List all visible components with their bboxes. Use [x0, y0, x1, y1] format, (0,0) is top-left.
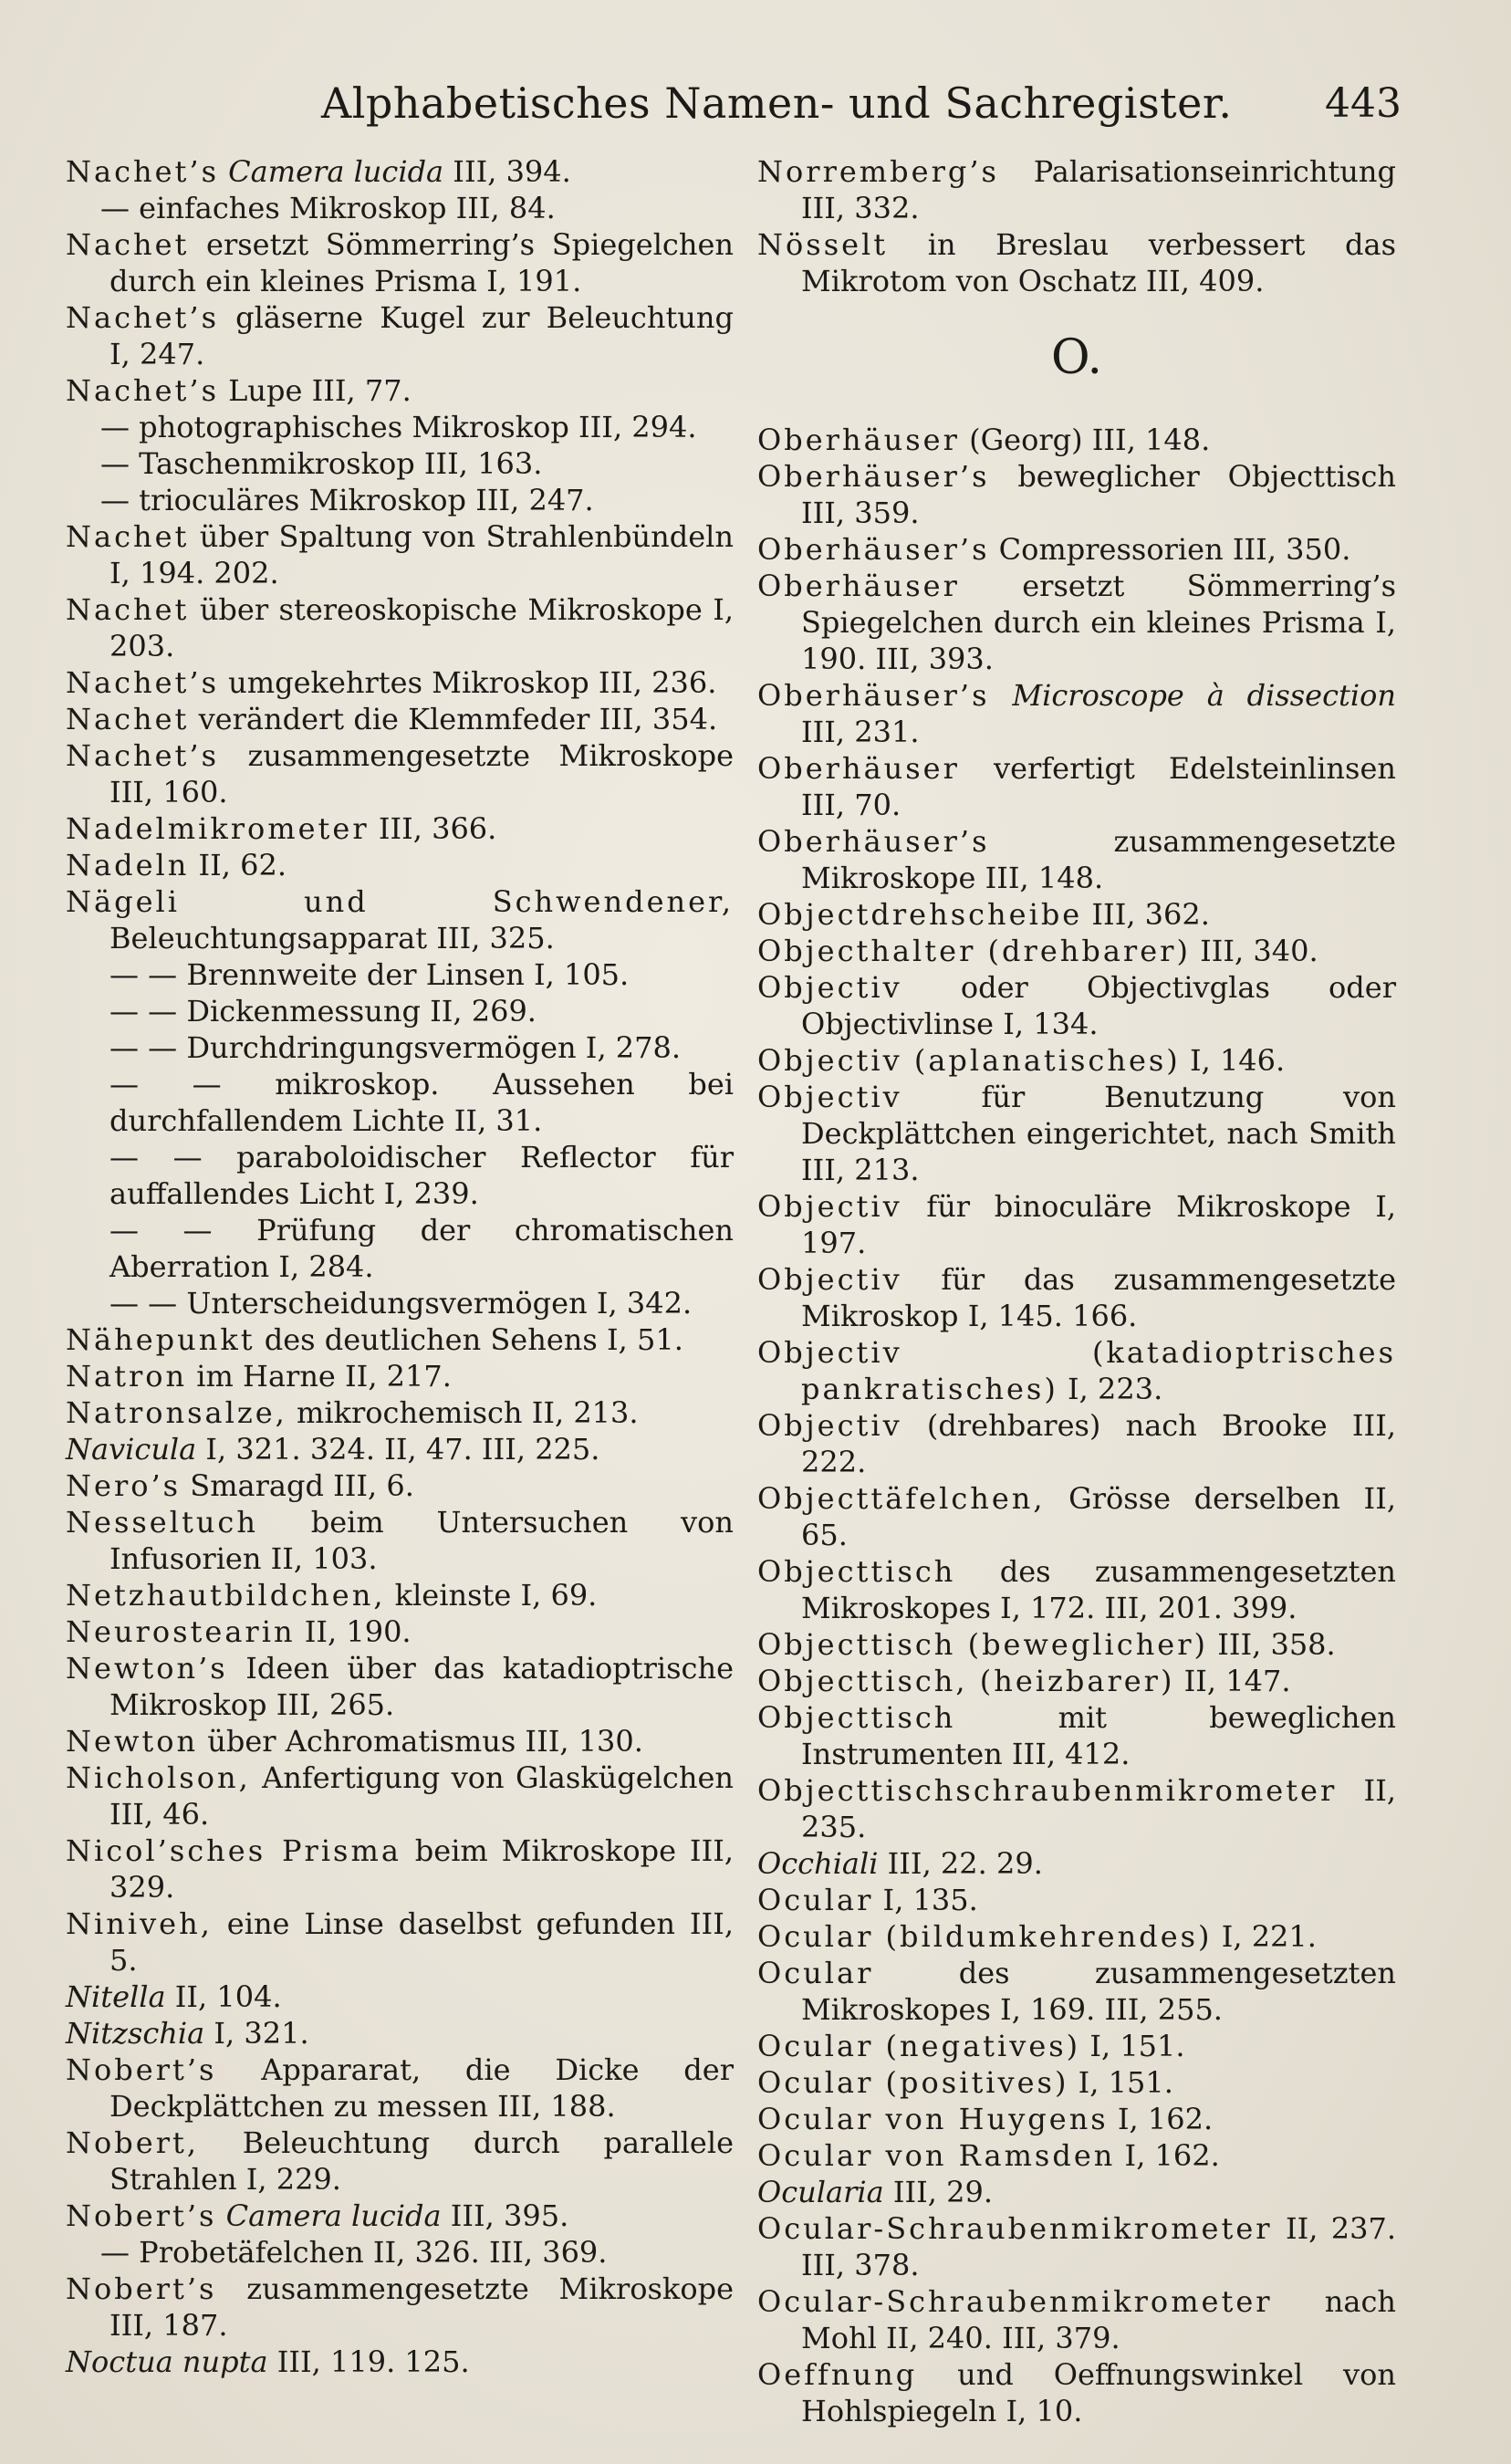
- index-entry: [66, 1394, 734, 1431]
- entry-heading: Niniveh,: [66, 1906, 213, 1941]
- entry-text: — — Unterscheidungsvermögen I, 342.: [109, 1286, 693, 1321]
- entry-heading: Objectiv: [757, 1262, 902, 1297]
- entry-heading: Objecttischschraubenmikrometer: [757, 1773, 1338, 1808]
- index-entry: [66, 1905, 734, 1979]
- entry-heading: Oberhäuser’s: [757, 678, 990, 713]
- entry-text: mikrochemisch II, 213.: [296, 1395, 639, 1430]
- index-entry: [66, 372, 734, 409]
- entry-italic-term: Nitzschia: [66, 2016, 205, 2051]
- index-entry: [66, 1029, 734, 1066]
- entry-heading: Objecttisch: [757, 1554, 956, 1589]
- index-entry: [757, 1553, 1396, 1626]
- entry-heading: Netzhautbildchen,: [66, 1578, 386, 1613]
- index-entry: [757, 1042, 1396, 1079]
- index-entry: [757, 1663, 1396, 1699]
- entry-heading: Ocular von Ramsden: [757, 2138, 1116, 2173]
- index-entry: [757, 823, 1396, 896]
- index-entry: [66, 956, 734, 993]
- index-entry: [66, 2125, 734, 2198]
- entry-text: des zusammengesetzten Mikroskopes I, 169. III, 255.: [801, 1956, 1397, 2027]
- entry-text: mit beweglichen Instrumenten III, 412.: [801, 1700, 1396, 1771]
- entry-text: im Harne II, 217.: [196, 1359, 452, 1394]
- index-entry: [66, 518, 734, 591]
- entry-heading: Nachet: [66, 519, 190, 554]
- entry-heading: Oeffnung: [757, 2357, 918, 2392]
- entry-text: — Taschenmikroskop III, 163.: [100, 446, 543, 481]
- index-entry: [66, 2052, 734, 2125]
- index-entry: [757, 1626, 1396, 1663]
- entry-heading: Objectiv: [757, 1408, 902, 1443]
- entry-text: II, 190.: [304, 1614, 412, 1649]
- index-entry: [757, 458, 1396, 531]
- entry-text: nach Mohl II, 240. III, 379.: [801, 2284, 1396, 2355]
- page-number: 443: [1325, 80, 1402, 127]
- entry-text: zusammengesetzte Mikroskope III, 187.: [109, 2271, 735, 2343]
- entry-text: I, 321. 324. II, 47. III, 225.: [205, 1432, 600, 1467]
- index-entry: [66, 2198, 734, 2234]
- index-entry: [66, 1212, 734, 1285]
- index-entry: [757, 1334, 1396, 1407]
- index-entry: [66, 226, 734, 299]
- entry-italic-term: Microscope à dissection: [1012, 678, 1397, 713]
- index-entry: [66, 1467, 734, 1504]
- entry-heading: Oberhäuser’s: [757, 824, 990, 859]
- entry-text: II, 147.: [1183, 1664, 1291, 1698]
- entry-text: zusammengesetzte Mikroskope III, 148.: [801, 824, 1396, 895]
- entry-text: beim Mikroskope III, 329.: [109, 1833, 735, 1905]
- index-entry: [66, 883, 734, 956]
- entry-heading: Neurostearin: [66, 1614, 296, 1649]
- index-entry: [66, 1979, 734, 2015]
- entry-text: beim Untersuchen von Infusorien II, 103.: [109, 1505, 735, 1576]
- entry-text: oder Objectivglas oder Objectivlinse I, 134.: [801, 970, 1396, 1041]
- entry-text: Palarisationseinrichtung III, 332.: [801, 154, 1396, 225]
- entry-italic-term: Occhiali: [757, 1846, 879, 1881]
- entry-text: verfertigt Edelsteinlinsen III, 70.: [801, 751, 1397, 822]
- entry-text: I, 135.: [882, 1883, 978, 1917]
- entry-heading: Newton: [66, 1724, 199, 1759]
- index-entry: [757, 422, 1396, 458]
- entry-heading: Nachet’s: [66, 665, 219, 700]
- entry-text: III, 22. 29.: [887, 1846, 1043, 1881]
- entry-text: — — Dickenmessung II, 269.: [109, 994, 537, 1028]
- entry-text: und Oeffnungswinkel von Hohlspiegeln I, 10.: [801, 2357, 1397, 2428]
- index-entry: [757, 2283, 1396, 2356]
- entry-text: umgekehrtes Mikroskop III, 236.: [228, 665, 717, 700]
- entry-text: I, 146.: [1189, 1043, 1286, 1078]
- entry-heading: Nägeli und Schwendener,: [66, 884, 734, 919]
- index-entry: [66, 847, 734, 883]
- entry-text: ersetzt Sömmerring’s Spiegelchen durch ein kleines Prisma I, 191.: [109, 227, 734, 298]
- entry-text: beweglicher Objecttisch III, 359.: [801, 459, 1396, 530]
- entry-heading: Natronsalze,: [66, 1395, 287, 1430]
- index-entry: [66, 1613, 734, 1650]
- entry-text: Anfertigung von Glaskügelchen III, 46.: [109, 1760, 735, 1832]
- entry-text: in Breslau verbessert das Mikrotom von Oschatz III, 409.: [801, 227, 1397, 298]
- index-entry: [66, 810, 734, 847]
- index-entry: [757, 1407, 1396, 1480]
- entry-heading: Oberhäuser’s: [757, 459, 990, 494]
- entry-text: Appararat, die Dicke der Deckplättchen zu messen III, 188.: [109, 2052, 735, 2124]
- index-entry: [66, 1358, 734, 1394]
- right-column: [757, 153, 1396, 2429]
- index-entry: [757, 531, 1396, 568]
- entry-text: III, 366.: [378, 811, 497, 846]
- index-entry: [757, 2174, 1396, 2210]
- index-entry: [757, 2356, 1396, 2429]
- entry-heading: Objecttisch: [757, 1700, 956, 1735]
- entry-heading: Ocular: [757, 1883, 874, 1917]
- index-entry: [757, 1918, 1396, 1955]
- index-entry: [757, 1480, 1396, 1553]
- index-entry: [757, 2101, 1396, 2137]
- right-entries: [757, 422, 1396, 2429]
- index-entry: [66, 2234, 734, 2271]
- entry-text: — — paraboloidischer Reflector für auffallendes Licht I, 239.: [109, 1140, 734, 1211]
- entry-heading: Oberhäuser: [757, 751, 960, 786]
- entry-text: gläserne Kugel zur Beleuchtung I, 247.: [109, 300, 734, 371]
- index-entry: [757, 1079, 1396, 1188]
- entry-text: III, 29.: [892, 2175, 994, 2209]
- index-entry: [66, 1285, 734, 1321]
- entry-heading: Nachet’s: [66, 154, 219, 189]
- index-entry: [66, 153, 734, 190]
- index-entry: [757, 896, 1396, 933]
- entry-text: III, 231.: [801, 715, 920, 749]
- entry-heading: Nobert,: [66, 2125, 200, 2160]
- entry-text: — — Brennweite der Linsen I, 105.: [109, 957, 630, 992]
- index-entry: [66, 2015, 734, 2052]
- entry-text: III, 395.: [450, 2198, 569, 2233]
- entry-heading: Ocular (positives): [757, 2065, 1069, 2100]
- index-entry: [66, 1321, 734, 1358]
- index-entry: [757, 1188, 1396, 1261]
- entry-text: — trioculäres Mikroskop III, 247.: [100, 483, 594, 517]
- entry-heading: Objectiv (katadioptrisches pankratisches): [757, 1335, 1396, 1406]
- entry-text: — Probetäfelchen II, 326. III, 369.: [100, 2235, 608, 2270]
- entry-heading: Ocular: [757, 1956, 874, 1990]
- entry-text: (Georg) III, 148.: [969, 423, 1211, 457]
- entry-heading: Objecttisch (beweglicher): [757, 1627, 1209, 1662]
- entry-heading: Nicol’sches Prisma: [66, 1833, 401, 1868]
- entry-text: des zusammengesetzten Mikroskopes I, 172. III, 201. 399.: [801, 1554, 1397, 1625]
- entry-text: Beleuchtungsapparat III, 325.: [109, 921, 555, 955]
- entry-italic-term: Camera lucida: [228, 154, 444, 189]
- entry-heading: Natron: [66, 1359, 188, 1394]
- index-entry: [66, 1832, 734, 1905]
- entry-heading: Nachet’s: [66, 738, 219, 773]
- entry-text: ersetzt Sömmerring’s Spiegelchen durch ein kleines Prisma I, 190. III, 393.: [801, 569, 1396, 676]
- entry-italic-term: Ocularia: [757, 2175, 884, 2209]
- index-entry: [66, 591, 734, 664]
- entry-heading: Nadeln: [66, 848, 190, 882]
- entry-text: — — mikroskop. Aussehen bei durchfallendem Lichte II, 31.: [109, 1067, 734, 1138]
- entry-text: Grösse derselben II, 65.: [801, 1481, 1396, 1552]
- entry-text: II, 235.: [801, 1773, 1396, 1844]
- entry-italic-term: Nitella: [66, 1979, 166, 2014]
- entry-heading: Nachet’s: [66, 373, 219, 408]
- entry-text: III, 358.: [1217, 1627, 1336, 1662]
- entry-text: Smaragd III, 6.: [190, 1468, 414, 1503]
- entry-heading: Objecttisch, (heizbarer): [757, 1664, 1175, 1698]
- entry-heading: Ocular von Huygens: [757, 2102, 1109, 2136]
- entry-heading: Ocular-Schraubenmikrometer: [757, 2211, 1273, 2246]
- index-entry: [66, 445, 734, 482]
- entry-heading: Nadelmikrometer: [66, 811, 370, 846]
- index-entry: [757, 1955, 1396, 2028]
- entry-text: des deutlichen Sehens I, 51.: [264, 1322, 683, 1357]
- entry-heading: Nähepunkt: [66, 1322, 255, 1357]
- index-entry: [757, 2137, 1396, 2174]
- index-entry: [66, 1650, 734, 1723]
- index-entry: [757, 2210, 1396, 2283]
- entry-text: II, 62.: [198, 848, 287, 882]
- entry-heading: Oberhäuser: [757, 423, 960, 457]
- index-entry: [757, 153, 1396, 226]
- entry-heading: Ocular (negatives): [757, 2029, 1081, 2063]
- entry-text: III, 362.: [1091, 897, 1210, 932]
- entry-text: über Achromatismus III, 130.: [207, 1724, 643, 1759]
- entry-heading: Objectiv: [757, 1189, 902, 1224]
- entry-heading: Nachet: [66, 702, 190, 736]
- entry-heading: Nero’s: [66, 1468, 182, 1503]
- entry-text: verändert die Klemmfeder III, 354.: [198, 702, 718, 736]
- index-entry: [757, 2028, 1396, 2064]
- entry-heading: Nesseltuch: [66, 1505, 258, 1540]
- entry-text: I, 162.: [1124, 2138, 1220, 2173]
- entry-heading: Objectiv: [757, 970, 902, 1005]
- entry-heading: Nobert’s: [66, 2198, 217, 2233]
- entry-text: III, 340.: [1200, 934, 1318, 968]
- entry-heading: Newton’s: [66, 1651, 228, 1686]
- index-entry: [757, 1261, 1396, 1334]
- index-entry: [66, 1066, 734, 1139]
- index-entry: [757, 969, 1396, 1042]
- entry-heading: Nobert’s: [66, 2271, 217, 2306]
- entry-text: für Benutzung von Deckplättchen eingerichtet, nach Smith III, 213.: [801, 1080, 1396, 1187]
- entry-italic-term: Noctua nupta: [66, 2344, 268, 2379]
- entry-text: für das zusammengesetzte Mikroskop I, 145. 166.: [801, 1262, 1397, 1333]
- entry-text: — — Durchdringungsvermögen I, 278.: [109, 1030, 682, 1065]
- entry-text: I, 151.: [1089, 2029, 1185, 2063]
- index-entry: [66, 1577, 734, 1613]
- entry-text: Ideen über das katadioptrische Mikroskop III, 265.: [109, 1651, 735, 1722]
- entry-text: eine Linse daselbst gefunden III, 5.: [109, 1906, 735, 1978]
- entry-text: I, 221.: [1221, 1919, 1317, 1954]
- entry-heading: Objecthalter (drehbarer): [757, 934, 1191, 968]
- entry-heading: Ocular-Schraubenmikrometer: [757, 2284, 1273, 2319]
- index-entry: [66, 2344, 734, 2380]
- entry-heading: Objectdrehscheibe: [757, 897, 1083, 932]
- entry-text: I, 162.: [1117, 2102, 1214, 2136]
- index-entry: [66, 737, 734, 810]
- index-entry: [757, 677, 1396, 750]
- entry-heading: Nachet’s: [66, 300, 219, 335]
- left-column: [66, 153, 734, 2380]
- entry-heading: Oberhäuser’s: [757, 532, 990, 567]
- entry-text: — photographisches Mikroskop III, 294.: [100, 410, 697, 444]
- entry-text: kleinste I, 69.: [394, 1578, 598, 1613]
- entry-text: (drehbares) nach Brooke III, 222.: [801, 1408, 1397, 1479]
- index-entry: [757, 750, 1396, 823]
- entry-text: über stereoskopische Mikroskope I, 203.: [109, 592, 735, 663]
- entry-heading: Objecttäfelchen,: [757, 1481, 1046, 1516]
- entry-text: für binoculäre Mikroskope I, 197.: [801, 1189, 1397, 1260]
- entry-heading: Nachet: [66, 227, 190, 262]
- index-entry: [757, 2064, 1396, 2101]
- index-entry: [757, 933, 1396, 969]
- entry-heading: Objectiv (aplanatisches): [757, 1043, 1181, 1078]
- entry-text: I, 151.: [1078, 2065, 1173, 2100]
- entry-heading: Ocular (bildumkehrendes): [757, 1919, 1213, 1954]
- entry-text: III, 119. 125.: [276, 2344, 470, 2379]
- index-entry: [66, 482, 734, 518]
- index-entry: [757, 1772, 1396, 1845]
- entry-italic-term: Navicula: [66, 1432, 197, 1467]
- index-entry: [66, 701, 734, 737]
- entry-text: I, 321.: [214, 2016, 309, 2051]
- index-entry: [66, 409, 734, 445]
- index-entry: [66, 1723, 734, 1759]
- index-entry: [66, 1139, 734, 1212]
- entry-heading: Oberhäuser: [757, 569, 960, 603]
- entry-text: zusammengesetzte Mikroskope III, 160.: [109, 738, 735, 809]
- index-entry: [66, 190, 734, 226]
- right-top-entries: [757, 153, 1396, 299]
- page-header: [0, 78, 1511, 133]
- entry-text: — einfaches Mikroskop III, 84.: [100, 191, 556, 225]
- index-entry: [66, 299, 734, 372]
- index-entry: [757, 1845, 1396, 1882]
- entry-text: II, 237. III, 378.: [801, 2211, 1397, 2282]
- index-entry: [757, 1699, 1396, 1772]
- entry-text: Compressorien III, 350.: [998, 532, 1351, 567]
- index-entry: [66, 1504, 734, 1577]
- entry-text: — — Prüfung der chromatischen Aberration I, 284.: [109, 1213, 734, 1284]
- section-letter: O.: [1050, 330, 1103, 385]
- entry-text: I, 223.: [1068, 1372, 1163, 1406]
- index-entry: [66, 1431, 734, 1467]
- entry-heading: Objectiv: [757, 1080, 902, 1114]
- index-entry: [66, 664, 734, 701]
- entry-text: II, 104.: [174, 1979, 282, 2014]
- page-title: Alphabetisches Namen- und Sachregister.: [321, 78, 1233, 128]
- entry-heading: Nicholson,: [66, 1760, 251, 1795]
- entry-heading: Nachet: [66, 592, 190, 627]
- entry-text: Beleuchtung durch parallele Strahlen I, 229.: [109, 2125, 735, 2197]
- index-entry: [757, 1882, 1396, 1918]
- index-entry: [757, 568, 1396, 677]
- entry-text: über Spaltung von Strahlenbündeln I, 194. 202.: [109, 519, 735, 590]
- entry-text: Lupe III, 77.: [228, 373, 412, 408]
- entry-heading: Nösselt: [757, 227, 889, 262]
- entry-heading: Nobert’s: [66, 2052, 217, 2087]
- index-entry: [66, 993, 734, 1029]
- entry-text: III, 394.: [453, 154, 571, 189]
- index-entry: [66, 2271, 734, 2344]
- index-entry: [757, 226, 1396, 299]
- entry-italic-term: Camera lucida: [225, 2198, 442, 2233]
- index-entry: [66, 1759, 734, 1832]
- entry-heading: Norremberg’s: [757, 154, 999, 189]
